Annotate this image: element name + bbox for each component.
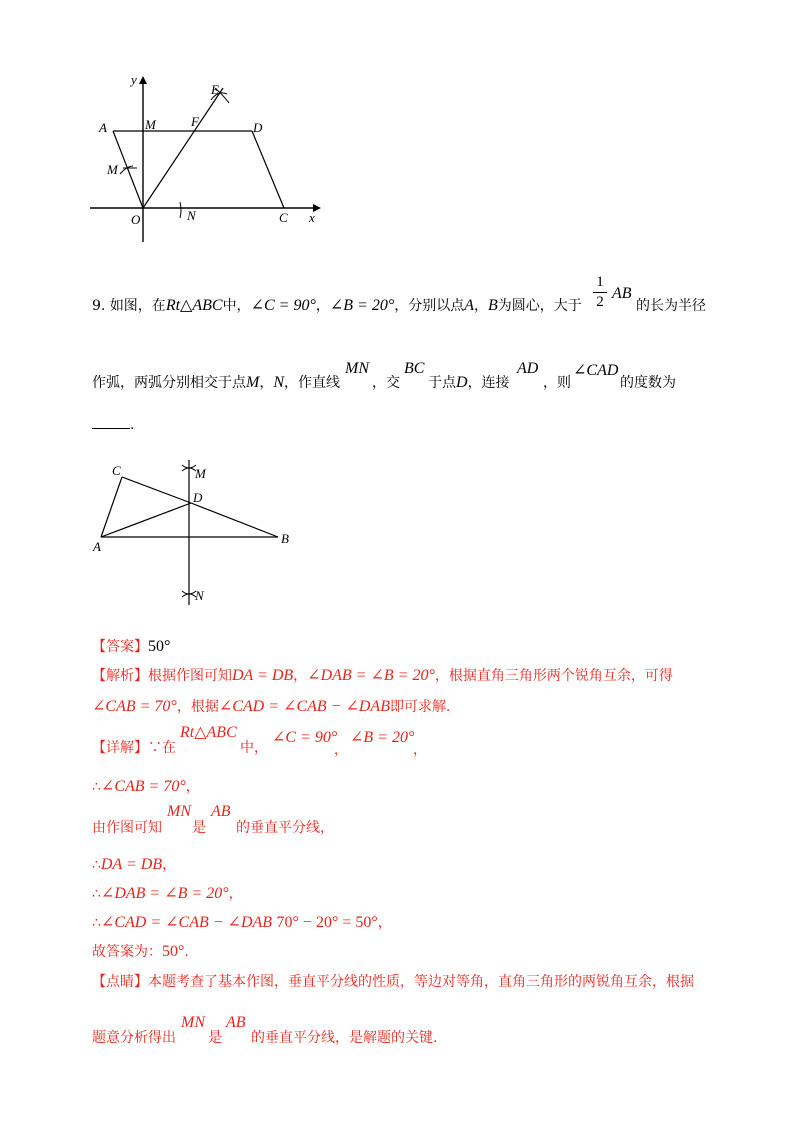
angle-cad: ∠CAD xyxy=(573,362,619,379)
coordinate-figure xyxy=(85,70,335,250)
q9-text: ，分别以点 xyxy=(394,298,465,314)
detail-tag: 【详解】 xyxy=(92,740,148,756)
detail-mn: MN xyxy=(167,803,191,820)
label-f: F xyxy=(191,114,199,129)
therefore-symbol: ∴ xyxy=(92,779,101,795)
detail-calc: 70° − 20° = 50° xyxy=(276,914,378,931)
detail-line-7 xyxy=(92,942,189,962)
segment-bc: BC xyxy=(404,360,425,377)
detail-math: ∠DAB = ∠B = 20° xyxy=(100,885,229,902)
analysis-math: ∠CAB = 70° xyxy=(92,698,177,715)
comment-tag: 【点睛】 xyxy=(92,974,148,990)
analysis-text: ，根据 xyxy=(176,699,219,715)
analysis-text: ， xyxy=(293,668,308,684)
answer-tag: 【答案】 xyxy=(92,639,148,655)
label-n: N xyxy=(187,208,196,223)
rt-triangle: Rt△ABC xyxy=(165,297,223,314)
therefore-symbol: ∴ xyxy=(92,915,101,931)
detail-text: 中 xyxy=(240,740,254,756)
detail-line-1a xyxy=(92,738,176,758)
detail-angle-b: ∠B = 20° xyxy=(350,729,415,746)
analysis-math: DA = DB xyxy=(232,667,294,684)
analysis-line-1 xyxy=(92,666,673,686)
answer-value: 50° xyxy=(148,638,171,655)
detail-text: 故答案为： xyxy=(92,944,162,960)
fraction-half xyxy=(593,274,607,311)
analysis-text: 根据作图可知 xyxy=(148,668,232,684)
line-mn: MN xyxy=(345,360,369,377)
segment-cd xyxy=(122,477,191,503)
point-n: N xyxy=(273,374,284,391)
q9-text: ，交 xyxy=(372,375,400,391)
detail-text: ， xyxy=(228,886,243,902)
arc-n xyxy=(180,202,181,218)
detail-text: ， xyxy=(334,742,348,758)
comment-text: 是 xyxy=(208,1030,222,1046)
detail-value: 50° xyxy=(162,943,185,960)
detail-text: ， xyxy=(185,779,200,795)
q9-text: 于点 xyxy=(428,375,456,391)
comment-text: 的垂直平分线，是解题的关键. xyxy=(251,1030,438,1046)
detail-math: DA = DB xyxy=(100,856,163,873)
q9-text: ， xyxy=(474,298,488,314)
fraction-bar xyxy=(593,292,607,293)
q9-line-2-a xyxy=(92,373,340,393)
label-m-side: M xyxy=(107,162,118,177)
label-m-top: M xyxy=(145,117,156,132)
answer-blank-line xyxy=(92,414,134,435)
q9-text: ， xyxy=(315,298,330,314)
detail-text: 的垂直平分线， xyxy=(236,820,334,836)
comment-line-1 xyxy=(92,972,694,992)
label-b: B xyxy=(281,531,289,546)
detail-text: ， xyxy=(377,915,392,931)
q9-line-1-end: 的长为半径 xyxy=(636,298,706,314)
label-a: A xyxy=(99,120,107,135)
label-c: C xyxy=(279,210,288,225)
because-symbol: ∵ xyxy=(148,740,162,756)
answer-line xyxy=(92,637,170,657)
label-y: y xyxy=(131,72,137,87)
therefore-symbol: ∴ xyxy=(92,886,101,902)
segment-ac xyxy=(101,477,122,537)
label-c: C xyxy=(112,463,121,478)
q9-text: ，作直线 xyxy=(284,375,340,391)
detail-line-3a: 由作图可知 xyxy=(92,820,162,836)
label-d: D xyxy=(253,120,263,135)
analysis-math: ∠DAB = ∠B = 20° xyxy=(307,667,435,684)
point-b: B xyxy=(488,297,498,314)
label-n: N xyxy=(195,588,204,603)
detail-text: 在 xyxy=(162,740,176,756)
analysis-text: ，根据直角三角形两个锐角互余，可得 xyxy=(434,668,673,684)
detail-line-6 xyxy=(92,913,392,933)
segment-ad-line xyxy=(101,503,191,537)
q9-text: ，连接 xyxy=(467,375,510,391)
analysis-line-2 xyxy=(92,697,450,717)
angle-b: ∠B = 20° xyxy=(329,297,395,314)
comment-mn: MN xyxy=(181,1014,205,1031)
label-m: M xyxy=(195,466,206,481)
detail-math: ∠CAD = ∠CAB − ∠DAB xyxy=(100,914,273,931)
therefore-symbol: ∴ xyxy=(92,857,101,873)
comment-text: 本题考查了基本作图，垂直平分线的性质，等边对等角，直角三角形的两锐角互余，根据 xyxy=(148,974,694,990)
q9-text: ， xyxy=(259,375,274,391)
analysis-math: ∠CAD = ∠CAB − ∠DAB xyxy=(218,698,390,715)
point-a: A xyxy=(464,297,474,314)
detail-line-2 xyxy=(92,777,200,797)
label-x: x xyxy=(309,210,315,225)
analysis-text: 即可求解. xyxy=(389,699,451,715)
question-number: 9. xyxy=(92,298,106,314)
segment-dc xyxy=(252,131,284,208)
fraction-numerator: 1 xyxy=(596,274,604,290)
comment-line-2a: 题意分析得出 xyxy=(92,1030,176,1046)
fraction-ab: AB xyxy=(612,285,632,302)
detail-text: . xyxy=(184,944,189,960)
label-o: O xyxy=(131,212,141,227)
fraction-denominator: 2 xyxy=(596,294,604,310)
detail-rt-triangle: Rt△ABC xyxy=(180,724,237,741)
detail-angle-c: ∠C = 90° xyxy=(272,729,338,746)
angle-c: ∠C = 90° xyxy=(250,297,316,314)
detail-text: ， xyxy=(413,742,427,758)
detail-text: ， xyxy=(254,740,268,756)
segment-db xyxy=(191,503,278,537)
answer-blank xyxy=(92,414,130,429)
q9-line-1 xyxy=(92,296,582,316)
label-d: D xyxy=(193,490,203,505)
q9-text: 的度数为 xyxy=(620,375,676,391)
ray-oe xyxy=(143,88,223,208)
q9-text: 中， xyxy=(222,298,251,314)
detail-text: 是 xyxy=(192,820,206,836)
label-e: E xyxy=(211,82,219,97)
triangle-figure xyxy=(85,455,305,615)
comment-ab: AB xyxy=(226,1014,246,1031)
q9-text: 为圆心，大于 xyxy=(497,298,582,314)
y-axis-arrow xyxy=(139,76,147,84)
point-d: D xyxy=(456,374,468,391)
q9-text: ，则 xyxy=(543,375,571,391)
point-m: M xyxy=(246,374,260,391)
detail-ab: AB xyxy=(211,803,231,820)
q9-text: . xyxy=(130,417,135,433)
segment-ad: AD xyxy=(517,360,539,377)
analysis-tag: 【解析】 xyxy=(92,668,148,684)
detail-text: ， xyxy=(162,857,177,873)
q9-line-2-b xyxy=(428,373,510,393)
q9-text: 如图，在 xyxy=(109,298,166,314)
detail-line-4 xyxy=(92,855,176,875)
label-a: A xyxy=(93,539,101,554)
q9-text: 作弧，两弧分别相交于点 xyxy=(92,375,246,391)
detail-math: ∠CAB = 70° xyxy=(100,778,186,795)
detail-line-1b xyxy=(240,738,268,758)
detail-line-5 xyxy=(92,884,243,904)
